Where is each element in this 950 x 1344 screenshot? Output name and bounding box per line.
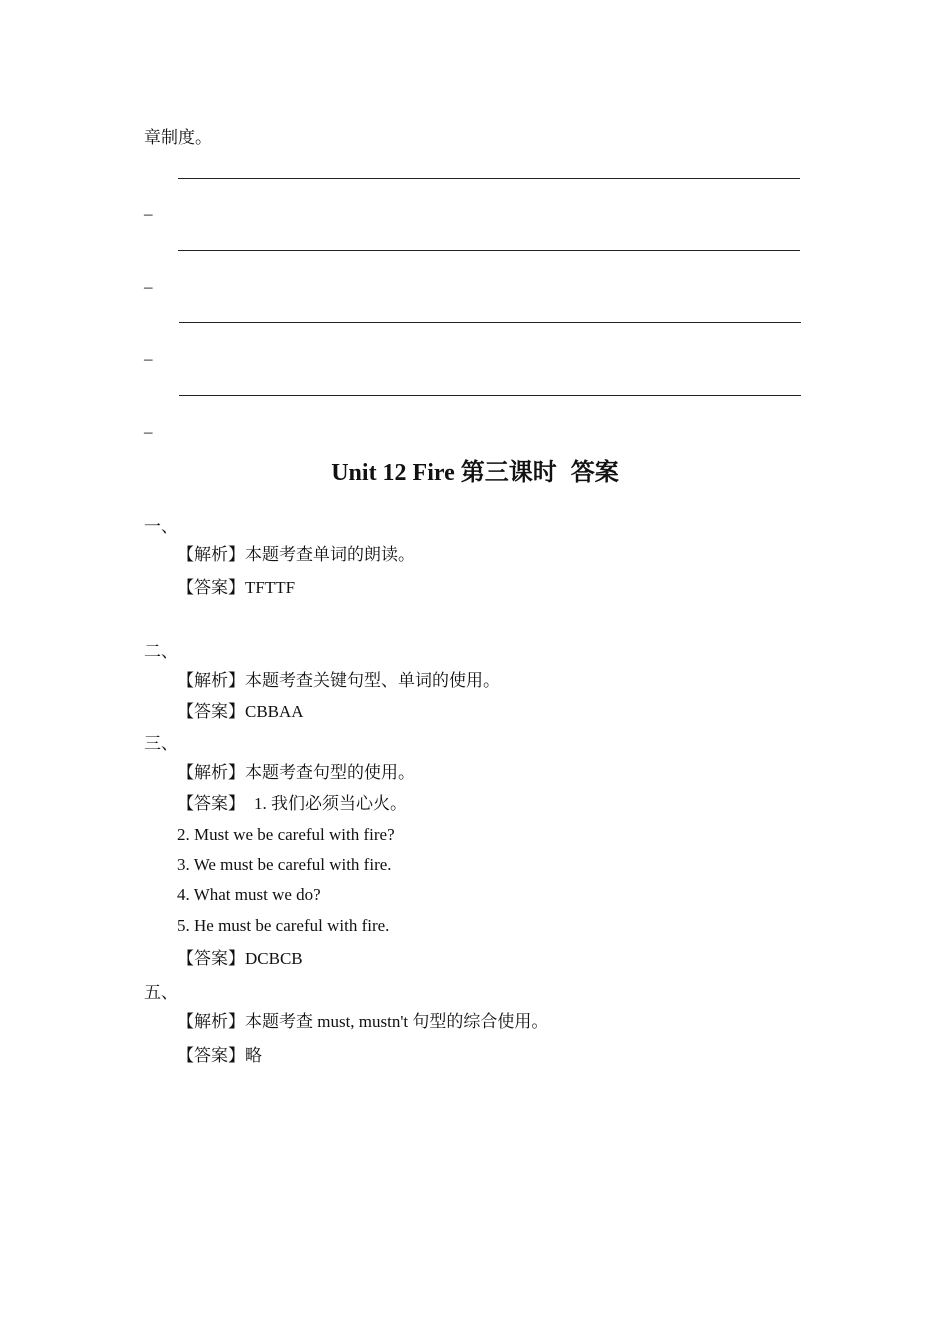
answer-blank-line-2 bbox=[178, 250, 800, 251]
section-5-answer: 【答案】略 bbox=[177, 1046, 262, 1065]
section-3-analysis: 【解析】本题考查句型的使用。 bbox=[177, 763, 415, 782]
section-1-heading: 一、 bbox=[144, 517, 178, 536]
blank-dash-1: – bbox=[144, 204, 153, 223]
section-2-heading: 二、 bbox=[144, 642, 178, 661]
answer-blank-line-1 bbox=[178, 178, 800, 179]
answer-blank-line-4 bbox=[179, 395, 801, 396]
section-4-answer: 【答案】DCBCB bbox=[177, 949, 303, 968]
blank-dash-4: – bbox=[144, 422, 153, 441]
page-title bbox=[0, 461, 950, 485]
section-1-analysis: 【解析】本题考查单词的朗读。 bbox=[177, 545, 415, 564]
section-3-answer-item-1: 1. 我们必须当心火。 bbox=[254, 794, 407, 813]
title-answer-word: 答案 bbox=[570, 460, 619, 486]
answer-blank-line-3 bbox=[179, 322, 801, 323]
section-3-answer bbox=[177, 795, 407, 812]
section-2-analysis: 【解析】本题考查关键句型、单词的使用。 bbox=[177, 671, 500, 690]
section-5-heading: 五、 bbox=[144, 983, 178, 1002]
section-1-answer: 【答案】TFTTF bbox=[177, 578, 296, 597]
continued-text: 章制度。 bbox=[144, 128, 212, 147]
section-3-answer-item-2: 2. Must we be careful with fire? bbox=[177, 825, 395, 844]
blank-dash-3: – bbox=[144, 349, 153, 368]
section-3-answer-item-4: 4. What must we do? bbox=[177, 885, 321, 904]
section-3-answer-item-5: 5. He must be careful with fire. bbox=[177, 916, 390, 935]
section-2-answer: 【答案】CBBAA bbox=[177, 702, 304, 721]
section-3-answer-item-3: 3. We must be careful with fire. bbox=[177, 855, 392, 874]
section-3-heading: 三、 bbox=[144, 734, 178, 753]
title-unit: Unit 12 Fire 第三课时 bbox=[331, 460, 557, 486]
blank-dash-2: – bbox=[144, 277, 153, 296]
section-5-analysis: 【解析】本题考查 must, mustn't 句型的综合使用。 bbox=[177, 1012, 549, 1031]
section-3-answer-label: 【答案】 bbox=[177, 794, 245, 813]
